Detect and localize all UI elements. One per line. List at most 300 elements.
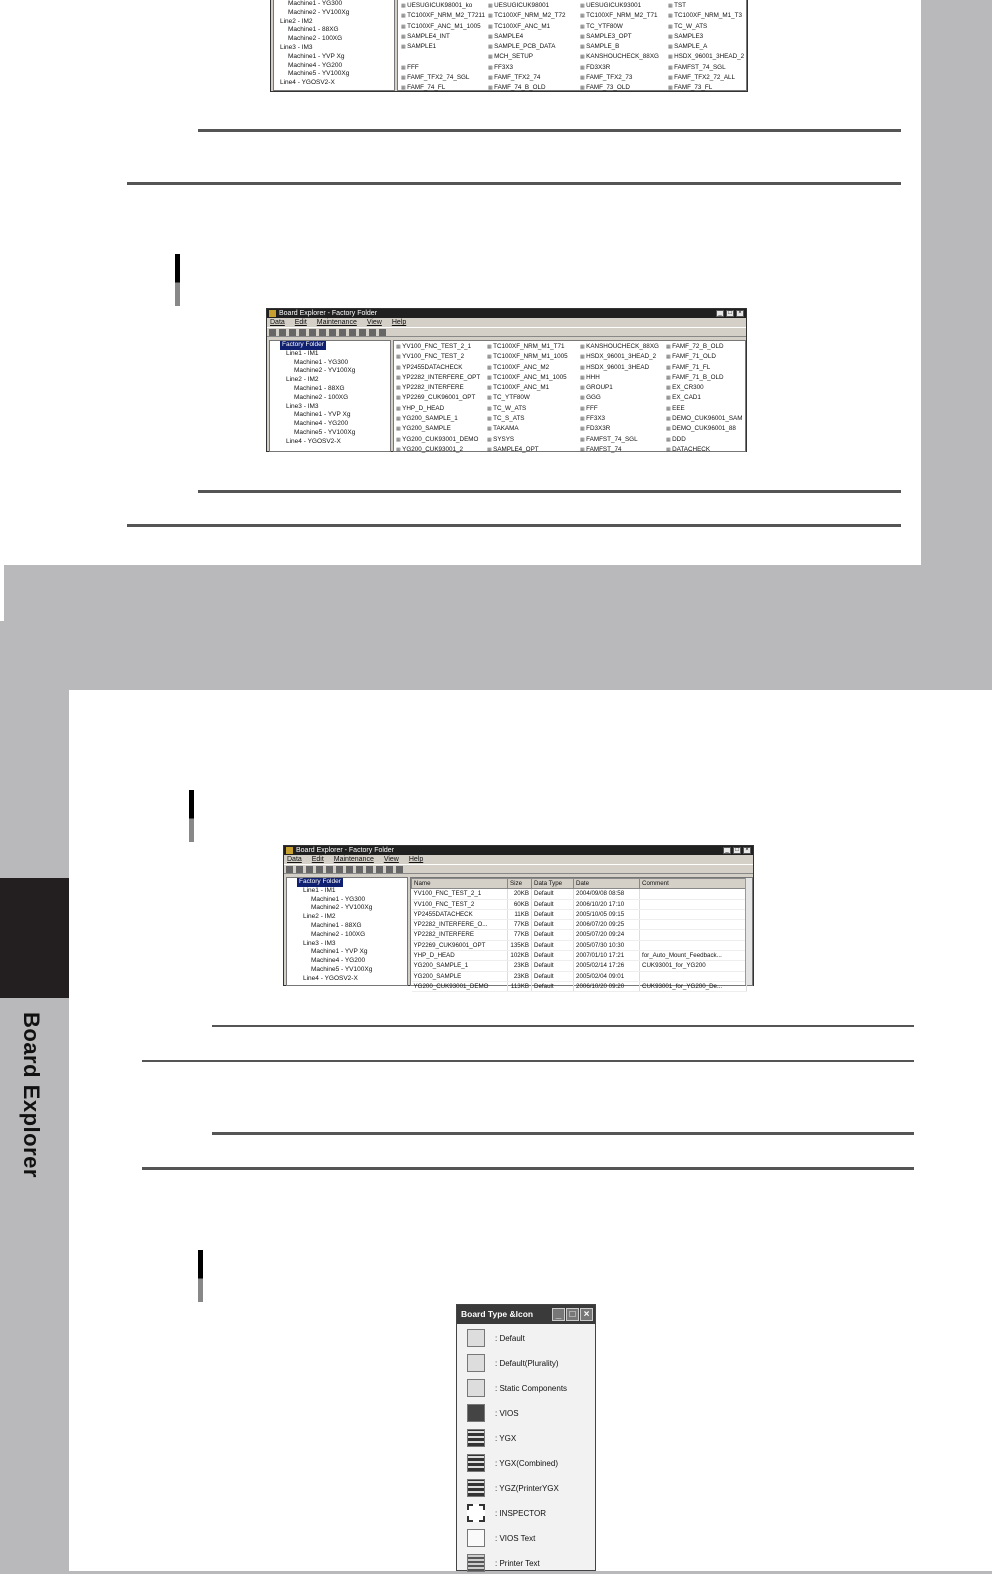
menu-edit[interactable]: Edit — [294, 319, 307, 326]
file-item[interactable]: ▦ DATACHECK — [666, 445, 742, 455]
file-item[interactable]: ▦ SAMPLE_A — [668, 42, 744, 52]
legend-titlebar — [457, 1305, 595, 1324]
cell-date: 2005/10/05 09:15 — [574, 909, 640, 919]
maximize-button[interactable]: □ — [726, 310, 734, 317]
file-column — [580, 1, 659, 94]
tree-root-row — [280, 341, 390, 350]
cell-date: 2005/02/14 17:26 — [574, 961, 640, 971]
cell-data-type: Default — [532, 981, 574, 991]
file-item[interactable]: ▦ TC_YTF80W — [580, 22, 659, 32]
file-item[interactable]: ▦ HHH — [580, 373, 659, 383]
file-item[interactable]: ▦ TST — [668, 1, 744, 11]
tree-node-selected[interactable]: Factory Folder — [282, 341, 324, 348]
file-item[interactable]: ▦ FAMF_71_OLD — [666, 352, 742, 362]
default-board-icon — [467, 1329, 485, 1347]
file-item[interactable]: ▦ TC_W_ATS — [668, 22, 744, 32]
cell-data-type: Default — [532, 920, 574, 930]
toolbar-properties-icon[interactable] — [336, 866, 343, 873]
file-item[interactable]: ▦ FD3X3R — [580, 424, 659, 434]
app-icon — [269, 310, 276, 317]
divider-rule — [142, 1167, 914, 1170]
toolbar-open-icon[interactable] — [286, 866, 293, 873]
tree-node[interactable]: Machine2 - YV100Xg — [294, 367, 356, 375]
table-row[interactable] — [412, 951, 747, 961]
file-table — [411, 878, 747, 992]
file-item[interactable]: ▦ KANSHOUCHECK_88XG — [580, 52, 659, 62]
file-item[interactable]: ▦ TC100XF_NRM_M2_T7211 — [401, 11, 485, 21]
toolbar — [267, 327, 746, 337]
cell-date: 2005/07/30 10:30 — [574, 940, 640, 950]
file-item[interactable]: ▦ DEMO_CUK96001_88 — [666, 424, 742, 434]
cell-name: YV100_FNC_TEST_2_1 — [412, 889, 508, 899]
table-row[interactable] — [412, 961, 747, 971]
window-titlebar — [284, 846, 753, 855]
file-item[interactable]: ▦ FF3X3 — [488, 63, 566, 73]
file-column — [401, 1, 485, 94]
column-header-comment[interactable]: Comment — [640, 879, 747, 889]
divider-rule — [212, 1132, 914, 1135]
file-item[interactable]: ▦ YG200_CUK93001_2 — [396, 445, 480, 455]
cell-comment — [640, 971, 747, 981]
cell-data-type: Default — [532, 909, 574, 919]
tree-node[interactable]: Machine5 - YV100Xg — [294, 428, 356, 436]
column-header-data-type[interactable]: Data Type — [532, 879, 574, 889]
file-item[interactable]: ▦ TC100XF_ANC_M2 — [487, 363, 568, 373]
legend-label: : YGX(Combined) — [495, 1458, 558, 1468]
file-item[interactable]: ▦ FAMF_73_FL — [668, 83, 744, 93]
file-item[interactable]: ▦ SAMPLE3 — [668, 32, 744, 42]
table-row[interactable] — [412, 940, 747, 950]
cell-size: 11KB — [508, 909, 532, 919]
file-item[interactable]: ▦ SAMPLE_B — [580, 42, 659, 52]
file-column — [666, 342, 742, 455]
file-item[interactable]: ▦ UESUGICUK98001 — [488, 1, 566, 11]
tree-node-selected[interactable]: Factory Folder — [299, 878, 341, 885]
detail-list-pane — [410, 877, 753, 990]
tree-node[interactable]: Line2 - IM2 — [286, 376, 319, 384]
cell-data-type: Default — [532, 961, 574, 971]
top-screenshot — [270, 0, 748, 92]
cell-size: 20KB — [508, 889, 532, 899]
cell-data-type: Default — [532, 940, 574, 950]
menu-view[interactable]: View — [366, 319, 382, 326]
legend-row — [467, 1352, 559, 1374]
divider-rule — [198, 129, 901, 132]
file-item[interactable]: ▦ YV100_FNC_TEST_2_1 — [396, 342, 480, 352]
toolbar-help-icon[interactable] — [396, 866, 403, 873]
file-item[interactable]: ▦ TC100XF_NRM_M2_T71 — [580, 11, 659, 21]
cell-comment: CUK93001_for_YG200_De... — [640, 981, 747, 991]
tree-node[interactable]: Line2 - IM2 — [280, 17, 313, 25]
legend-label: : Static Components — [495, 1383, 568, 1393]
file-item[interactable]: ▦ EEE — [666, 404, 742, 414]
cell-size: 23KB — [508, 961, 532, 971]
window-title: Board Explorer - Factory Folder — [296, 847, 395, 854]
column-header-name[interactable]: Name — [412, 879, 508, 889]
cell-name: YP2455DATACHECK — [412, 909, 508, 919]
file-item[interactable]: ▦ SAMPLE1 — [401, 42, 485, 52]
legend-row — [467, 1402, 519, 1424]
file-item[interactable]: ▦ UESUGICUK93001 — [580, 1, 659, 11]
heading-marker-bar — [189, 790, 194, 842]
legend-row — [467, 1552, 540, 1574]
legend-label: : VIOS — [495, 1408, 519, 1418]
top-file-pane — [397, 0, 747, 91]
legend-row — [467, 1502, 546, 1524]
cell-comment: CUK93001_for_YG200 — [640, 961, 747, 971]
tree-node[interactable]: Machine1 - YG300 — [294, 358, 349, 366]
file-item[interactable]: ▦ HSDX_96001_3HEAD_2 — [668, 52, 744, 62]
file-column — [488, 1, 566, 94]
tree-node[interactable]: Machine2 - YV100Xg — [288, 8, 350, 16]
legend-row — [467, 1452, 558, 1474]
side-tab-block — [0, 878, 69, 998]
cell-date: 2006/07/20 09:25 — [574, 920, 640, 930]
file-item[interactable]: ▦ YG200_SAMPLE_1 — [396, 414, 480, 424]
file-item[interactable]: ▦ TAKAMA — [487, 424, 568, 434]
menu-help[interactable]: Help — [391, 319, 407, 326]
file-item[interactable]: ▦ FAMF_72_B_OLD — [666, 342, 742, 352]
file-item[interactable]: ▦ YHP_D_HEAD — [396, 404, 480, 414]
file-item[interactable]: ▦ TC100XF_ANC_M1 — [488, 22, 566, 32]
tree-node[interactable]: Machine1 - YVP Xg — [294, 411, 351, 419]
tree-node[interactable]: Machine1 - YVP Xg — [311, 948, 368, 956]
tree-node[interactable]: Line4 - YGOSV2-X — [286, 437, 341, 445]
cell-name: YP2282_INTERFERE_O... — [412, 920, 508, 930]
cell-name: YG200_SAMPLE_1 — [412, 961, 508, 971]
ygx-combined-icon — [467, 1454, 485, 1472]
tree-node[interactable]: Line4 - YGOSV2-X — [280, 79, 335, 87]
file-item[interactable]: ▦ DDD — [666, 435, 742, 445]
file-item[interactable]: ▦ SAMPLE_PCB_DATA — [488, 42, 566, 52]
divider-rule — [142, 1060, 914, 1062]
tree-node[interactable]: Machine2 - 100XG — [288, 35, 343, 43]
window-titlebar — [267, 309, 746, 318]
cell-data-type: Default — [532, 930, 574, 940]
minimize-button[interactable]: _ — [716, 310, 724, 317]
cell-data-type: Default — [532, 889, 574, 899]
tree-node[interactable]: Machine2 - YV100Xg — [311, 904, 373, 912]
file-item[interactable]: ▦ TC100XF_NRM_M1_T71 — [487, 342, 568, 352]
tree-node[interactable]: Line1 - IM1 — [286, 349, 319, 357]
heading-marker-bar — [175, 254, 180, 306]
toolbar-cut-icon[interactable] — [296, 866, 303, 873]
file-item[interactable]: ▦ MCH_SETUP — [488, 52, 566, 62]
file-item[interactable]: ▦ FAMF_73_OLD — [580, 83, 659, 93]
table-row[interactable] — [412, 971, 747, 981]
cell-date: 2006/10/20 17:10 — [574, 899, 640, 909]
toolbar-delete-icon[interactable] — [309, 329, 316, 336]
file-item[interactable]: ▦ TC_YTF80W — [487, 393, 568, 403]
file-item[interactable]: ▦ FAMF_74_FL — [401, 83, 485, 93]
file-item[interactable]: ▦ TC100XF_NRM_M1_1005 — [487, 352, 568, 362]
cell-data-type: Default — [532, 951, 574, 961]
file-item[interactable]: ▦ YP2455DATACHECK — [396, 363, 480, 373]
table-body — [412, 889, 747, 992]
menu-edit[interactable]: Edit — [311, 856, 324, 863]
file-item[interactable]: ▦ KANSHOUCHECK_88XG — [580, 342, 659, 352]
file-item[interactable]: ▦ FAMF_TFX2_74_SGL — [401, 73, 485, 83]
tree-node[interactable]: Machine1 - 88XG — [294, 384, 345, 392]
file-item[interactable]: ▦ TC100XF_NRM_M2_T72 — [488, 11, 566, 21]
cell-data-type: Default — [532, 971, 574, 981]
table-row[interactable] — [412, 981, 747, 991]
toolbar-small-icons-icon[interactable] — [349, 329, 356, 336]
cell-comment — [640, 899, 747, 909]
tree-node[interactable]: Line1 - IM1 — [303, 886, 336, 894]
cell-name: YG200_CUK93001_DEMO — [412, 981, 508, 991]
ygx-icon — [467, 1429, 485, 1447]
inspector-icon — [467, 1504, 485, 1522]
legend-row — [467, 1377, 567, 1399]
printer-text-icon — [467, 1554, 485, 1572]
file-item[interactable]: ▦ FF3X3 — [580, 414, 659, 424]
file-column — [487, 342, 568, 455]
divider-rule — [127, 182, 901, 185]
file-item[interactable]: ▦ FFF — [401, 63, 485, 73]
tree-node[interactable]: Line3 - IM3 — [286, 402, 319, 410]
file-item[interactable]: ▦ YP2282_INTERFERE_OPT — [396, 373, 480, 383]
toolbar-large-icons-icon[interactable] — [356, 866, 363, 873]
toolbar-open-icon[interactable] — [269, 329, 276, 336]
vertical-scrollbar[interactable] — [745, 878, 752, 985]
toolbar-list-icon[interactable] — [376, 866, 383, 873]
menu-data[interactable]: Data — [287, 856, 302, 863]
file-column — [396, 342, 480, 455]
file-item[interactable]: ▦ FAMF_74_B_OLD — [488, 83, 566, 93]
legend-label: : Default(Plurality) — [495, 1358, 559, 1368]
toolbar-list-icon[interactable] — [359, 329, 366, 336]
tree-node[interactable]: Machine4 - YG200 — [311, 957, 366, 965]
vios-text-icon — [467, 1529, 485, 1547]
tree-node[interactable]: Line3 - IM3 — [280, 43, 313, 51]
file-column — [668, 1, 744, 94]
legend-label: : YGX — [495, 1433, 517, 1443]
cell-date: 2007/01/10 17:21 — [574, 951, 640, 961]
divider-rule — [198, 490, 901, 493]
file-item[interactable]: ▦ TC100XF_ANC_M1_1005 — [401, 22, 485, 32]
tree-node[interactable]: Line2 - IM2 — [303, 913, 336, 921]
file-item[interactable]: ▦ SYSYS — [487, 435, 568, 445]
cell-date: 2005/02/04 09:01 — [574, 971, 640, 981]
cell-comment — [640, 909, 747, 919]
cell-comment: for_Auto_Mount_Feedback... — [640, 951, 747, 961]
menu-bar — [267, 318, 746, 327]
column-header-size[interactable]: Size — [508, 879, 532, 889]
menu-help[interactable]: Help — [408, 856, 424, 863]
table-row[interactable] — [412, 930, 747, 940]
file-item[interactable]: ▦ SAMPLE4 — [488, 32, 566, 42]
side-tab-label: Board Explorer — [19, 1012, 44, 1178]
file-item[interactable]: ▦ FAMFST_74_SGL — [580, 435, 659, 445]
legend-label: : YGZ(PrinterYGX — [495, 1483, 559, 1493]
cell-size: 77KB — [508, 920, 532, 930]
cell-name: YP2269_CUK96001_OPT — [412, 940, 508, 950]
tree-node[interactable]: Machine5 - YV100Xg — [311, 965, 373, 973]
toolbar-small-icons-icon[interactable] — [366, 866, 373, 873]
legend-row — [467, 1527, 535, 1549]
tree-node[interactable]: Machine1 - YG300 — [311, 895, 366, 903]
upper-page-lower-strip — [0, 565, 4, 621]
toolbar-details-icon[interactable] — [369, 329, 376, 336]
static-components-icon — [467, 1379, 485, 1397]
table-header-row — [412, 879, 747, 889]
menu-view[interactable]: View — [383, 856, 399, 863]
file-item[interactable]: ▦ FAMF_TFX2_73 — [580, 73, 659, 83]
legend-label: : INSPECTOR — [495, 1508, 546, 1518]
menu-bar — [284, 855, 753, 864]
cell-comment — [640, 940, 747, 950]
file-item[interactable]: ▦ FAMFST_74 — [580, 445, 659, 455]
window-title: Board Explorer - Factory Folder — [279, 310, 378, 317]
tree-node[interactable]: Machine1 - YG300 — [288, 0, 343, 7]
toolbar-search-icon[interactable] — [346, 866, 353, 873]
file-item[interactable]: ▦ TC_S_ATS — [487, 414, 568, 424]
table-row[interactable] — [412, 889, 747, 899]
cell-size: 23KB — [508, 971, 532, 981]
cell-comment — [640, 930, 747, 940]
file-item[interactable]: ▦ FAMF_TFX2_72_ALL — [668, 73, 744, 83]
legend-label: : Default — [495, 1333, 525, 1343]
file-item[interactable]: ▦ YP2282_INTERFERE — [396, 383, 480, 393]
file-item[interactable]: ▦ GGG — [580, 393, 659, 403]
cell-size: 77KB — [508, 930, 532, 940]
legend-row — [467, 1427, 516, 1449]
file-item[interactable]: ▦ TC_W_ATS — [487, 404, 568, 414]
tree-node[interactable]: Machine1 - 88XG — [288, 26, 339, 34]
legend-row — [467, 1477, 559, 1499]
file-column — [580, 342, 659, 455]
cell-name: YV100_FNC_TEST_2 — [412, 899, 508, 909]
file-item[interactable]: ▦ YG200_CUK93001_DEMO — [396, 435, 480, 445]
divider-rule — [127, 524, 901, 527]
mid-file-pane — [393, 340, 746, 452]
heading-marker-bar — [198, 1250, 203, 1302]
toolbar-paste-icon[interactable] — [299, 329, 306, 336]
toolbar-copy-icon[interactable] — [306, 866, 313, 873]
file-item[interactable]: ▦ HSDX_96001_3HEAD_2 — [580, 352, 659, 362]
toolbar-search-icon[interactable] — [329, 329, 336, 336]
cell-name: YG200_SAMPLE — [412, 971, 508, 981]
top-tree — [273, 0, 395, 91]
file-item[interactable]: ▦ DEMO_CUK96001_SAM — [666, 414, 742, 424]
mid-tree — [269, 340, 391, 452]
close-button[interactable]: × — [736, 310, 744, 317]
toolbar-details-icon[interactable] — [386, 866, 393, 873]
tree-node[interactable]: Machine1 - YVP Xg — [288, 52, 345, 60]
tree-node[interactable]: Machine1 - 88XG — [311, 921, 362, 929]
detail-screenshot — [283, 845, 754, 990]
divider-rule — [212, 1025, 914, 1027]
file-item[interactable]: ▦ UESUGICUK98001_ko — [401, 1, 485, 11]
file-item[interactable]: ▦ EX_CR300 — [666, 383, 742, 393]
file-item[interactable]: ▦ YG200_SAMPLE — [396, 424, 480, 434]
cell-comment — [640, 889, 747, 899]
file-item[interactable]: ▦ FAMF_71_FL — [666, 363, 742, 373]
file-item[interactable]: ▦ YV100_FNC_TEST_2 — [396, 352, 480, 362]
cell-date: 2006/10/20 09:20 — [574, 981, 640, 991]
toolbar-delete-icon[interactable] — [326, 866, 333, 873]
file-item[interactable]: ▦ GROUP1 — [580, 383, 659, 393]
toolbar-cut-icon[interactable] — [279, 329, 286, 336]
menu-maintenance[interactable]: Maintenance — [333, 856, 374, 863]
cell-name: YP2282_INTERFERE — [412, 930, 508, 940]
minimize-button[interactable]: _ — [723, 847, 731, 854]
file-item[interactable]: ▦ FAMF_71_B_OLD — [666, 373, 742, 383]
mid-screenshot — [266, 308, 747, 452]
tree-node[interactable]: Machine4 - YG200 — [294, 420, 349, 428]
maximize-button[interactable]: □ — [733, 847, 741, 854]
legend-row — [467, 1327, 525, 1349]
table-row[interactable] — [412, 899, 747, 909]
file-item[interactable]: ▦ SAMPLE4_OPT — [487, 445, 568, 455]
tree-node[interactable]: Line3 - IM3 — [303, 939, 336, 947]
toolbar-copy-icon[interactable] — [289, 329, 296, 336]
plurality-board-icon — [467, 1354, 485, 1372]
close-button[interactable]: × — [580, 1308, 593, 1321]
toolbar-properties-icon[interactable] — [319, 329, 326, 336]
cell-date: 2005/07/20 09:24 — [574, 930, 640, 940]
app-icon — [286, 847, 293, 854]
toolbar — [284, 864, 753, 874]
menu-maintenance[interactable]: Maintenance — [316, 319, 357, 326]
close-button[interactable]: × — [743, 847, 751, 854]
legend-label: : VIOS Text — [495, 1533, 536, 1543]
toolbar-paste-icon[interactable] — [316, 866, 323, 873]
board-type-icon-window — [456, 1304, 596, 1571]
column-header-date[interactable]: Date — [574, 879, 640, 889]
file-item[interactable]: ▦ FAMF_TFX2_74 — [488, 73, 566, 83]
ygz-printer-icon — [467, 1479, 485, 1497]
detail-tree — [286, 877, 408, 986]
tree-node[interactable]: Machine2 - 100XG — [311, 930, 366, 938]
file-item[interactable]: ▦ FD3X3R — [580, 63, 659, 73]
vios-icon — [467, 1404, 485, 1422]
file-item[interactable]: ▦ YP2269_CUK96001_OPT — [396, 393, 480, 403]
tree-node[interactable]: Line4 - YGOSV2-X — [303, 974, 358, 982]
file-item[interactable]: ▦ FAMFST_74_SGL — [668, 63, 744, 73]
file-item[interactable]: ▦ FFF — [580, 404, 659, 414]
toolbar-large-icons-icon[interactable] — [339, 329, 346, 336]
toolbar-help-icon[interactable] — [379, 329, 386, 336]
file-item[interactable]: ▦ SAMPLE3_OPT — [580, 32, 659, 42]
file-item[interactable]: ▦ TC100XF_NRM_M1_T3 — [668, 11, 744, 21]
cell-size: 113KB — [508, 981, 532, 991]
maximize-button[interactable]: □ — [566, 1308, 579, 1321]
file-item[interactable]: ▦ TC100XF_ANC_M1 — [487, 383, 568, 393]
tree-node[interactable]: Machine4 - YG200 — [288, 61, 343, 69]
cell-name: YHP_D_HEAD — [412, 951, 508, 961]
tree-node[interactable]: Machine2 - 100XG — [294, 393, 349, 401]
file-item[interactable]: ▦ SAMPLE4_INT — [401, 32, 485, 42]
tree-node[interactable]: Machine5 - YV100Xg — [288, 70, 350, 78]
cell-size: 60KB — [508, 899, 532, 909]
legend-label: : Printer Text — [495, 1558, 540, 1568]
cell-size: 135KB — [508, 940, 532, 950]
tree-root-row — [297, 878, 407, 887]
cell-size: 102KB — [508, 951, 532, 961]
cell-data-type: Default — [532, 899, 574, 909]
legend-title: Board Type &Icon — [461, 1309, 534, 1319]
menu-data[interactable]: Data — [270, 319, 285, 326]
file-item[interactable]: ▦ TC100XF_ANC_M1_1005 — [487, 373, 568, 383]
table-row[interactable] — [412, 909, 747, 919]
file-item[interactable]: ▦ EX_CAD1 — [666, 393, 742, 403]
minimize-button[interactable]: _ — [552, 1308, 565, 1321]
cell-comment — [640, 920, 747, 930]
file-item[interactable]: ▦ HSDX_96001_3HEAD — [580, 363, 659, 373]
table-row[interactable] — [412, 920, 747, 930]
